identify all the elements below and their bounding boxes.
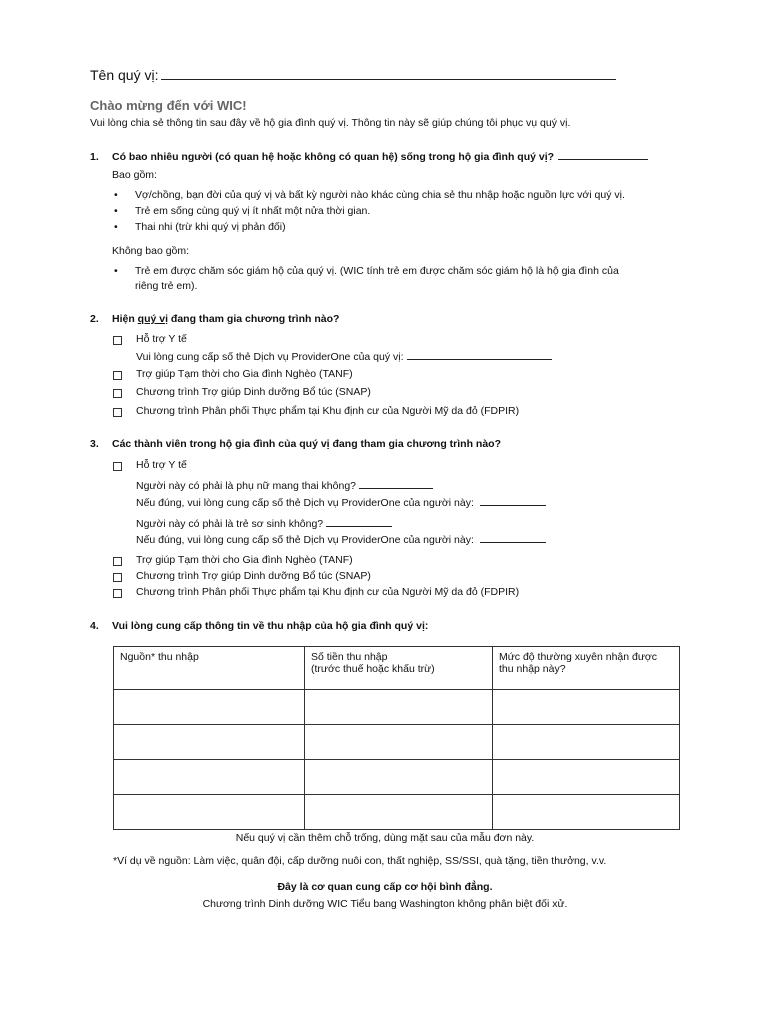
income-source-cell[interactable] xyxy=(114,795,305,830)
source-example-note: *Ví dụ về nguồn: Làm việc, quân đội, cấp dưỡng nuôi con, thất nghiệp, SS/SSI, quà tặng, tiền thưởng, v.v. xyxy=(113,855,607,867)
q2-fdpir-checkbox[interactable] xyxy=(113,408,122,417)
q2-provider-one-blank[interactable] xyxy=(407,349,552,360)
q3-infant-field[interactable] xyxy=(136,516,392,530)
q3-infant-provider-field[interactable] xyxy=(136,532,546,546)
income-frequency-cell[interactable] xyxy=(493,795,680,830)
question-4-number: 4. xyxy=(90,620,99,632)
equal-opportunity-statement: Đây là cơ quan cung cấp cơ hội bình đẳng. xyxy=(277,881,493,893)
income-header-frequency-line1: Mức độ thường xuyên nhận được xyxy=(499,651,658,663)
question-3 xyxy=(90,438,501,450)
q3-snap-label: Chương trình Trợ giúp Dinh dưỡng Bổ túc (SNAP) xyxy=(136,570,371,582)
income-amount-cell[interactable] xyxy=(305,690,493,725)
question-2-text-underlined: quý vị xyxy=(137,313,169,325)
question-2-number: 2. xyxy=(90,313,99,325)
income-frequency-cell[interactable] xyxy=(493,690,680,725)
q2-fdpir-label: Chương trình Phân phối Thực phẩm tại Khu định cư của Người Mỹ da đỏ (FDPIR) xyxy=(136,405,520,417)
income-header-source xyxy=(114,647,305,690)
question-1-number: 1. xyxy=(90,151,99,163)
q3-pregnant-blank[interactable] xyxy=(359,478,433,489)
q2-tanf-checkbox[interactable] xyxy=(113,371,122,380)
income-table-row xyxy=(114,690,680,725)
exclude-label: Không bao gồm: xyxy=(112,245,190,257)
q3-tanf-label: Trợ giúp Tạm thời cho Gia đình Nghèo (TANF) xyxy=(136,554,353,566)
nondiscrimination-statement: Chương trình Dinh dưỡng WIC Tiểu bang Washington không phân biệt đối xử. xyxy=(202,898,568,910)
include-item-3: • Thai nhi (trừ khi quý vị phản đối) xyxy=(135,221,286,233)
income-frequency-cell[interactable] xyxy=(493,725,680,760)
question-3-number: 3. xyxy=(90,438,99,450)
household-count-blank[interactable] xyxy=(558,149,648,160)
income-source-cell[interactable] xyxy=(114,725,305,760)
q3-fdpir-checkbox[interactable] xyxy=(113,589,122,598)
question-2-text-pre: Hiện xyxy=(112,313,138,325)
q3-pregnant-provider-field[interactable] xyxy=(136,495,546,509)
q3-fdpir-label: Chương trình Phân phối Thực phẩm tại Khu định cư của Người Mỹ da đỏ (FDPIR) xyxy=(136,586,520,598)
income-table-row xyxy=(114,725,680,760)
q3-tanf-checkbox[interactable] xyxy=(113,557,122,566)
income-amount-cell[interactable] xyxy=(305,795,493,830)
q2-medical-label: Hỗ trợ Y tế xyxy=(136,333,187,345)
q2-snap-label: Chương trình Trợ giúp Dinh dưỡng Bổ túc (SNAP) xyxy=(136,386,371,398)
income-frequency-cell[interactable] xyxy=(493,760,680,795)
q3-snap-checkbox[interactable] xyxy=(113,573,122,582)
income-source-cell[interactable] xyxy=(114,760,305,795)
q3-pregnant-provider-blank[interactable] xyxy=(480,495,546,506)
include-item-2: • Trẻ em sống cùng quý vị ít nhất một nửa thời gian. xyxy=(135,205,370,217)
income-header-amount xyxy=(305,647,493,690)
q3-medical-checkbox[interactable] xyxy=(113,462,122,471)
more-space-note: Nếu quý vị cần thêm chỗ trống, dùng mặt sau của mẫu đơn này. xyxy=(235,832,535,844)
exclude-item-line1: • Trẻ em được chăm sóc giám hộ của quý vị. (WIC tính trẻ em được chăm sóc giám hộ là hộ gia đình của xyxy=(135,265,619,277)
question-2 xyxy=(90,313,339,325)
question-2-text-post: đang tham gia chương trình nào? xyxy=(168,313,340,325)
question-3-text: Các thành viên trong hộ gia đình của quý vị đang tham gia chương trình nào? xyxy=(112,438,502,450)
q3-pregnant-provider-label: Nếu đúng, vui lòng cung cấp số thẻ Dịch vụ ProviderOne của người này: xyxy=(136,497,474,509)
question-4-text: Vui lòng cung cấp thông tin về thu nhập của hộ gia đình quý vị: xyxy=(112,620,429,632)
q3-infant-provider-label: Nếu đúng, vui lòng cung cấp số thẻ Dịch vụ ProviderOne của người này: xyxy=(136,534,474,546)
income-header-frequency-line2: thu nhập này? xyxy=(499,663,566,675)
name-label: Tên quý vị: xyxy=(90,67,159,83)
q2-provider-one-field[interactable] xyxy=(136,349,552,363)
q3-infant-label: Người này có phải là trẻ sơ sinh không? xyxy=(136,518,324,530)
intro-text: Vui lòng chia sẻ thông tin sau đây về hộ gia đình quý vị. Thông tin này sẽ giúp chúng tôi phục vụ quý vị. xyxy=(90,117,571,129)
name-blank-line[interactable] xyxy=(161,66,616,80)
income-header-amount-line1: Số tiền thu nhập xyxy=(311,651,388,663)
q3-medical-label: Hỗ trợ Y tế xyxy=(136,459,187,471)
income-table-row xyxy=(114,795,680,830)
q3-pregnant-field[interactable] xyxy=(136,478,433,492)
question-1 xyxy=(90,149,648,163)
q3-infant-blank[interactable] xyxy=(326,516,392,527)
income-header-source-text: Nguồn* thu nhập xyxy=(120,651,199,663)
income-table-row xyxy=(114,760,680,795)
q2-provider-one-label: Vui lòng cung cấp số thẻ Dịch vụ ProviderOne của quý vị: xyxy=(136,351,404,363)
income-amount-cell[interactable] xyxy=(305,760,493,795)
q3-pregnant-label: Người này có phải là phụ nữ mang thai không? xyxy=(136,480,356,492)
income-table xyxy=(113,646,680,830)
q3-infant-provider-blank[interactable] xyxy=(480,532,546,543)
include-item-1: • Vợ/chồng, bạn đời của quý vị và bất kỳ người nào khác cùng chia sẻ thu nhập hoặc nguồn lực với quý vị. xyxy=(135,189,625,201)
exclude-item-line2: riêng trẻ em). xyxy=(135,280,198,292)
q2-snap-checkbox[interactable] xyxy=(113,389,122,398)
q2-tanf-label: Trợ giúp Tạm thời cho Gia đình Nghèo (TANF) xyxy=(136,368,353,380)
name-field[interactable] xyxy=(90,66,616,83)
include-label: Bao gồm: xyxy=(112,169,157,181)
income-table-header-row xyxy=(114,647,680,690)
income-header-amount-line2: (trước thuế hoặc khấu trừ) xyxy=(311,663,435,675)
question-4 xyxy=(90,620,428,632)
income-amount-cell[interactable] xyxy=(305,725,493,760)
question-1-text: Có bao nhiêu người (có quan hệ hoặc không có quan hệ) sống trong hộ gia đình quý vị? xyxy=(112,151,555,163)
income-source-cell[interactable] xyxy=(114,690,305,725)
welcome-title: Chào mừng đến với WIC! xyxy=(90,98,247,113)
q2-medical-checkbox[interactable] xyxy=(113,336,122,345)
income-header-frequency xyxy=(493,647,680,690)
